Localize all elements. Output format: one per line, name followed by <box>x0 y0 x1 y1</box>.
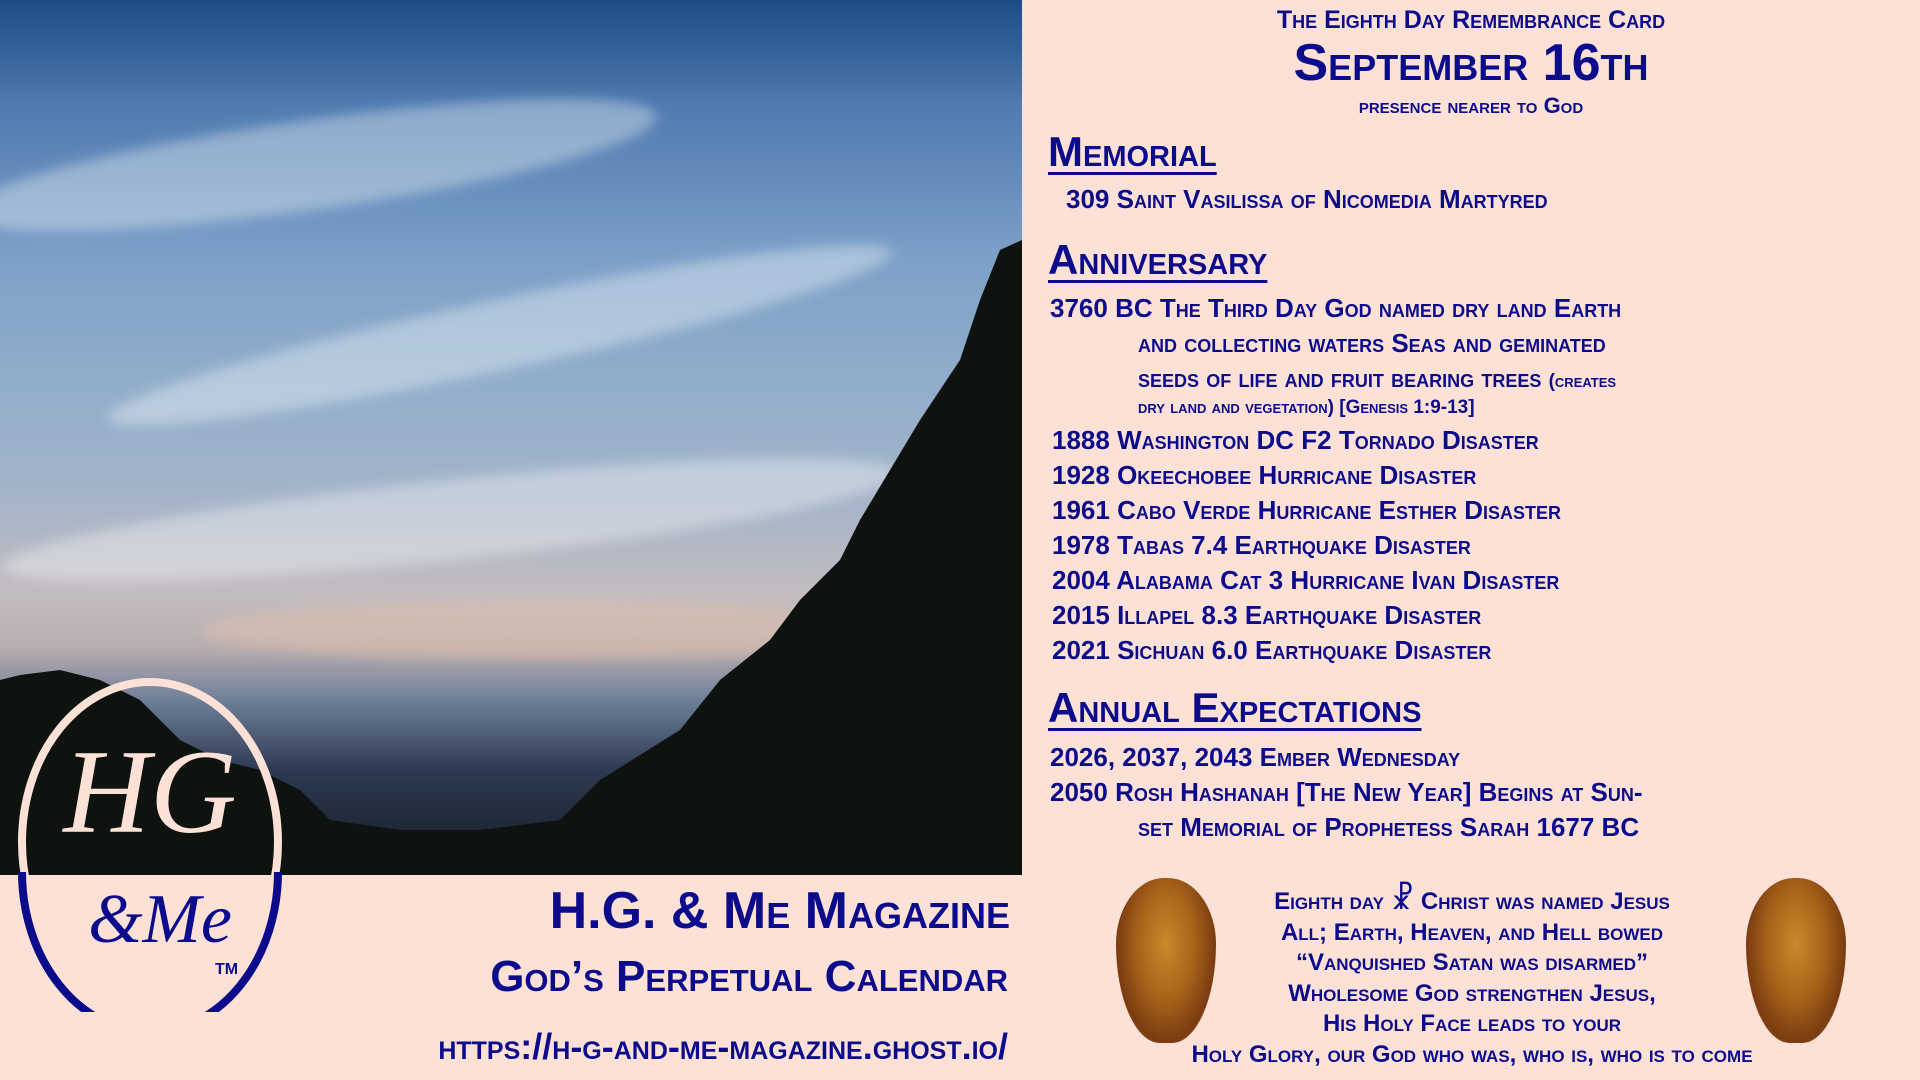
anniversary-heading: Anniversary <box>1048 236 1268 283</box>
memorial-heading: Memorial <box>1048 128 1217 175</box>
anniversary-item-cont: and collecting waters Seas and geminated <box>1138 328 1606 358</box>
anniversary-item: 2004 Alabama Cat 3 Hurricane Ivan Disaster <box>1052 565 1560 595</box>
card-subtitle: presence nearer to God <box>1358 93 1584 118</box>
hg-and-me-logo <box>10 672 290 1012</box>
remembrance-card <box>1022 0 1920 1080</box>
anniversary-item: 3760 BC The Third Day God named dry land Earth <box>1050 293 1622 323</box>
anniversary-item: 2015 Illapel 8.3 Earthquake Disaster <box>1052 600 1482 630</box>
anniversary-item: 1928 Okeechobee Hurricane Disaster <box>1052 460 1477 490</box>
chi-rho-icon: ☧ <box>1390 883 1415 916</box>
anniversary-text: seeds of life and fruit bearing trees <box>1138 363 1542 393</box>
prayer-line: Wholesome God strengthen Jesus, <box>1288 979 1656 1007</box>
prayer-text <box>1102 885 1842 1070</box>
expectations-heading: Annual Expectations <box>1048 684 1422 731</box>
anniversary-item: 1888 Washington DC F2 Tornado Disaster <box>1052 425 1539 455</box>
prayer-line: All; Earth, Heaven, and Hell bowed <box>1280 918 1664 946</box>
expectation-item-cont: set Memorial of Prophetess Sarah 1677 BC <box>1138 812 1640 842</box>
calendar-title: God’s Perpetual Calendar <box>490 952 1008 1001</box>
expectation-item: 2050 Rosh Hashanah [The New Year] Begins at Sun- <box>1050 777 1643 807</box>
card-date: September 16th <box>1293 34 1649 92</box>
anniversary-note: (creates <box>1548 371 1617 392</box>
prayer-line <box>1102 885 1842 918</box>
anniversary-item-cont: dry land and vegetation) [Genesis 1:9-13] <box>1138 397 1475 418</box>
expectation-item: 2026, 2037, 2043 Ember Wednesday <box>1050 742 1461 772</box>
anniversary-item: 2021 Sichuan 6.0 Earthquake Disaster <box>1052 635 1492 665</box>
svg-text:HG: HG <box>63 725 237 858</box>
anniversary-item: 1961 Cabo Verde Hurricane Esther Disaster <box>1052 495 1561 525</box>
prayer-line: “Vanquished Satan was disarmed” <box>1295 949 1649 976</box>
svg-text:&Me: &Me <box>88 881 232 958</box>
anniversary-item-cont <box>1138 363 1616 394</box>
magazine-title: H.G. & Me Magazine <box>549 882 1010 940</box>
card-kicker: The Eighth Day Remembrance Card <box>1276 6 1666 34</box>
anniversary-item: 1978 Tabas 7.4 Earthquake Disaster <box>1052 530 1471 560</box>
magazine-url-link[interactable]: https://h-g-and-me-magazine.ghost.io/ <box>438 1026 1008 1067</box>
svg-text:TM: TM <box>215 961 239 978</box>
prayer-line: Holy Glory, our God who was, who is, who is to come <box>1191 1040 1753 1068</box>
memorial-item: 309 Saint Vasilissa of Nicomedia Martyred <box>1066 184 1548 214</box>
prayer-text: Christ was named Jesus <box>1420 888 1670 915</box>
prayer-text: Eighth day <box>1274 888 1384 915</box>
prayer-line: His Holy Face leads to your <box>1322 1010 1622 1037</box>
